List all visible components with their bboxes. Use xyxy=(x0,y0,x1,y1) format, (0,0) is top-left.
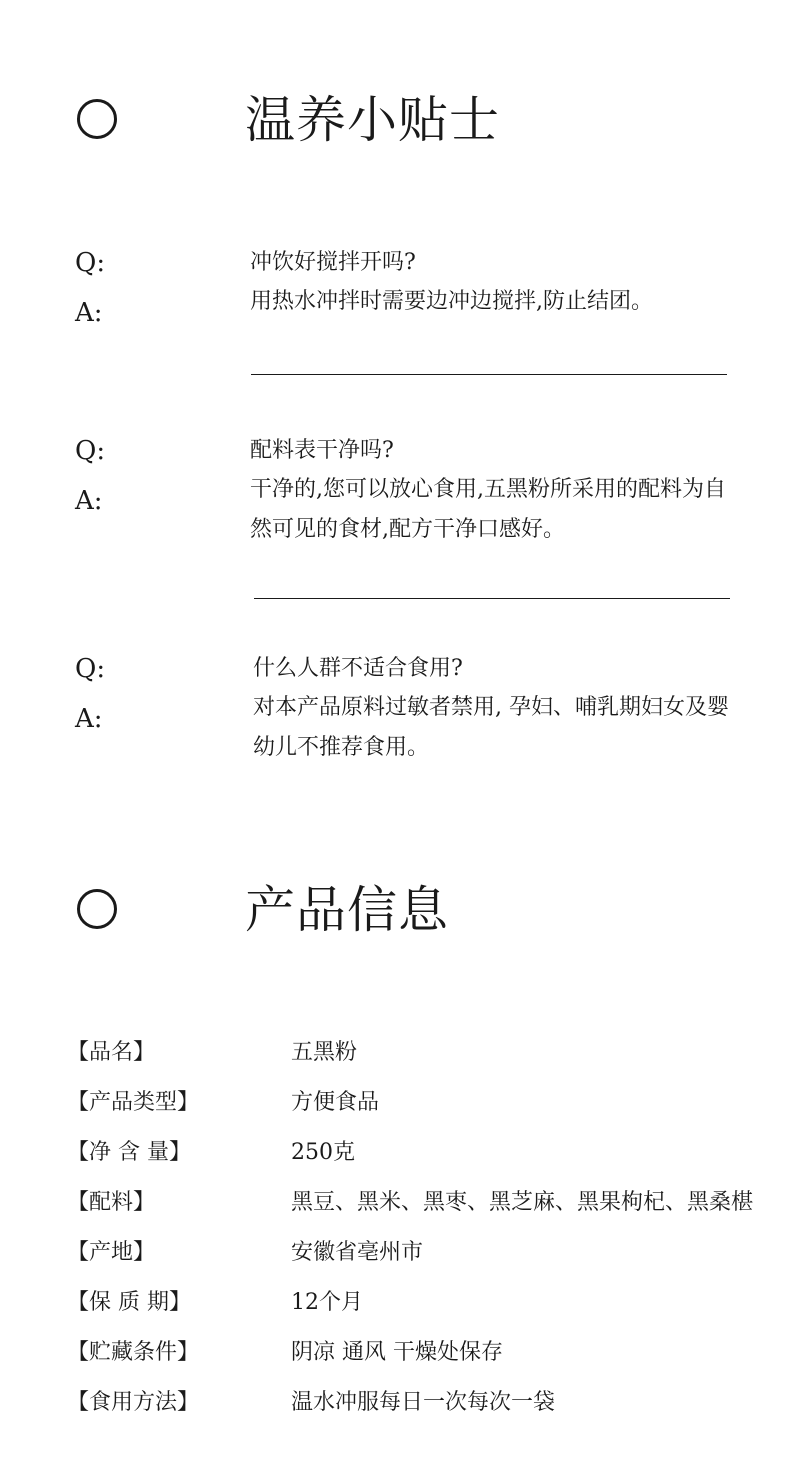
qa-1-answer: 用热水冲拌时需要边冲边搅拌,防止结团。 xyxy=(250,289,653,314)
info-label-net-weight: 【净 含 量】 xyxy=(67,1140,191,1165)
qa-3-a-label: A: xyxy=(75,704,103,734)
info-label-origin: 【产地】 xyxy=(67,1240,156,1265)
info-value-storage: 阴凉 通风 干燥处保存 xyxy=(291,1340,503,1365)
qa-divider xyxy=(251,374,727,375)
info-value-origin: 安徽省亳州市 xyxy=(291,1240,424,1265)
qa-1-q-label: Q: xyxy=(75,248,106,278)
info-value-type: 方便食品 xyxy=(291,1090,380,1115)
info-label-type: 【产品类型】 xyxy=(67,1090,200,1115)
info-section-title: 产品信息 xyxy=(245,881,449,939)
info-value-name: 五黑粉 xyxy=(291,1040,358,1065)
qa-divider xyxy=(254,598,730,599)
qa-3-answer: 对本产品原料过敏者禁用, 孕妇、哺乳期妇女及婴幼儿不推荐食用。 xyxy=(253,695,729,760)
info-value-ingredients: 黑豆、黑米、黑枣、黑芝麻、黑果枸杞、黑桑椹 xyxy=(291,1190,754,1215)
tips-section-title: 温养小贴士 xyxy=(245,91,500,149)
qa-1-question: 冲饮好搅拌开吗? xyxy=(250,250,416,275)
circle-bullet-icon xyxy=(77,99,117,139)
info-label-shelf-life: 【保 质 期】 xyxy=(67,1290,191,1315)
qa-3-question: 什么人群不适合食用? xyxy=(253,656,463,681)
info-value-usage: 温水冲服每日一次每次一袋 xyxy=(291,1390,556,1415)
qa-2-question: 配料表干净吗? xyxy=(250,438,394,463)
info-label-ingredients: 【配料】 xyxy=(67,1190,156,1215)
info-value-net-weight: 250克 xyxy=(291,1140,355,1165)
qa-1-a-label: A: xyxy=(75,298,103,328)
qa-3-q-label: Q: xyxy=(75,654,106,684)
info-value-shelf-life: 12个月 xyxy=(291,1290,363,1315)
qa-2-answer: 干净的,您可以放心食用,五黑粉所采用的配料为自然可见的食材,配方干净口感好。 xyxy=(250,477,726,542)
qa-2-a-label: A: xyxy=(75,486,103,516)
info-label-usage: 【食用方法】 xyxy=(67,1390,200,1415)
info-label-storage: 【贮藏条件】 xyxy=(67,1340,200,1365)
circle-bullet-icon xyxy=(77,889,117,929)
info-label-name: 【品名】 xyxy=(67,1040,156,1065)
qa-2-q-label: Q: xyxy=(75,436,106,466)
